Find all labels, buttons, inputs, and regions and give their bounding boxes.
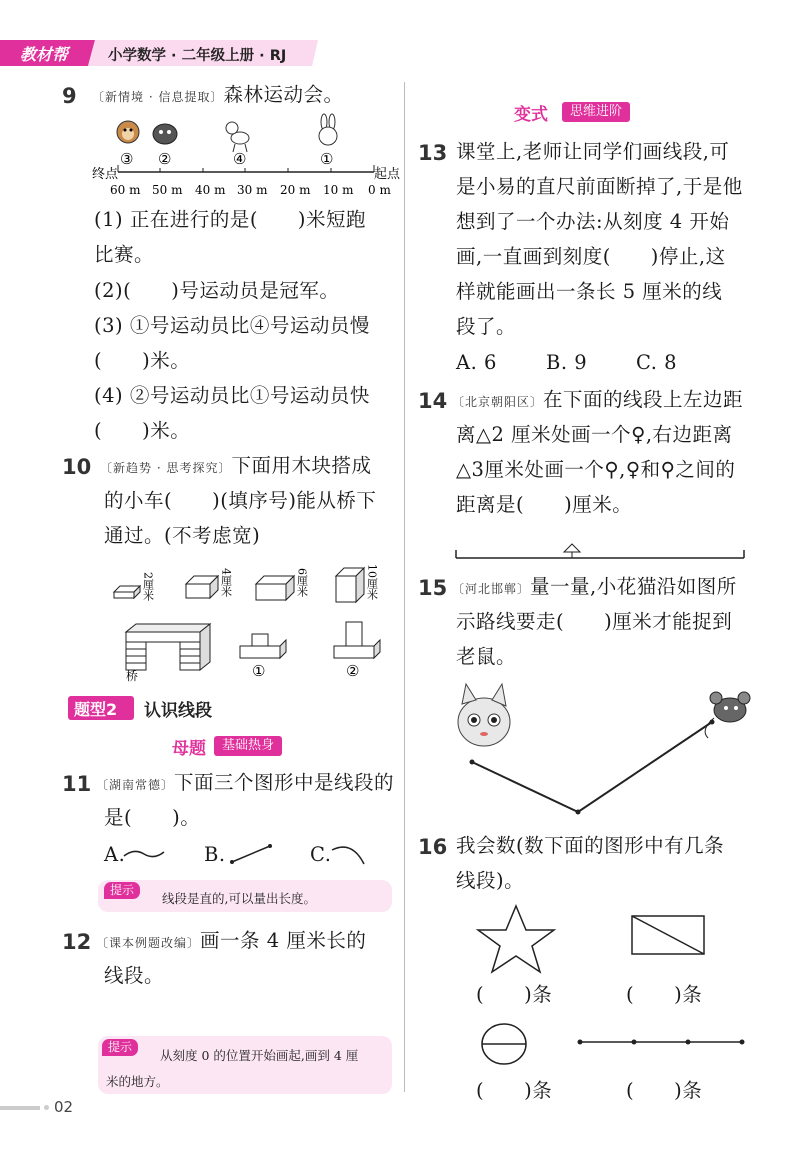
svg-text:6厘米: 6厘米 <box>295 568 309 597</box>
q12-line2: 线段。 <box>104 964 165 987</box>
svg-text:2厘米: 2厘米 <box>141 572 155 601</box>
q10-tag: 〔新趋势 · 思考探究〕 <box>100 461 232 475</box>
monkey-icon <box>117 121 139 143</box>
mother-label: 母题 <box>172 739 206 759</box>
q16-blank-rect: ( )条 <box>626 983 703 1006</box>
q11-header <box>96 768 394 800</box>
q9-sub2: (2)( )号运动员是冠军。 <box>94 279 340 302</box>
segment-line <box>232 846 270 862</box>
q12-header <box>96 926 366 958</box>
q16-blank-segment: ( )条 <box>626 1079 703 1102</box>
block-6cm <box>256 568 309 600</box>
q15-line1: 量一量,小花猫沿如图所 <box>530 575 737 598</box>
q9-header <box>92 80 343 112</box>
bridge-figure <box>126 624 210 682</box>
section-badge-label: 题型2 <box>74 700 118 719</box>
svg-text:4厘米: 4厘米 <box>219 568 233 597</box>
q13-line1: 课堂上,老师让同学们画线段,可 <box>456 140 730 163</box>
brand-label: 教材帮 <box>20 45 69 64</box>
q11-option-c: C. <box>310 843 332 866</box>
mother-sub-label: 基础热身 <box>214 736 282 756</box>
q9-sub4: (4) ②号运动员比①号运动员快 <box>94 384 370 407</box>
footer-dot <box>44 1105 49 1110</box>
variant-sub-label: 思维进阶 <box>562 102 630 122</box>
tick-30: 30 m <box>237 183 268 197</box>
block-4cm <box>186 568 233 598</box>
q15-number: 15 <box>418 576 448 600</box>
q9-sub4-cont: ( )米。 <box>94 419 191 442</box>
star-shape <box>478 906 554 972</box>
page-number: 02 <box>54 1098 74 1116</box>
triangle-marker-icon <box>564 544 580 552</box>
hint-text-2b: 米的地方。 <box>106 1074 169 1089</box>
hint-text-2a: 从刻度 0 的位置开始画起,画到 4 厘 <box>160 1048 359 1063</box>
q11-line1: 下面三个图形中是线段的 <box>174 771 395 794</box>
q10-line3: 通过。(不考虑宽) <box>104 524 261 547</box>
variant-label: 变式 <box>514 105 548 125</box>
q9-sub1-cont: 比赛。 <box>94 243 155 266</box>
tick-60: 60 m <box>110 183 141 197</box>
q10-header <box>100 451 371 483</box>
path-line <box>472 722 712 812</box>
q13-line4: 画,一直画到刻度( )停止,这 <box>456 245 726 268</box>
block-10cm <box>336 564 379 602</box>
q16-blank-circle: ( )条 <box>476 1079 553 1102</box>
hint-text-1: 线段是直的,可以量出长度。 <box>162 891 316 906</box>
header-bar <box>0 0 800 70</box>
book-title: 小学数学 · 二年级上册 · RJ <box>108 48 287 64</box>
section-title: 认识线段 <box>144 701 212 721</box>
svg-text:10厘米: 10厘米 <box>365 564 379 600</box>
q14-number: 14 <box>418 389 448 413</box>
footer-bar <box>0 1106 40 1110</box>
marker-4: ④ <box>233 150 247 168</box>
q9-title: 森林运动会。 <box>223 83 344 106</box>
q11-number: 11 <box>62 772 92 796</box>
q16-blank-star: ( )条 <box>476 983 553 1006</box>
tick-20: 20 m <box>280 183 311 197</box>
q13-number: 13 <box>418 141 448 165</box>
cat-icon <box>458 684 510 746</box>
q14-line4: 距离是( )厘米。 <box>456 493 633 516</box>
q14-header <box>452 385 743 417</box>
hint-label-2: 提示 <box>102 1039 138 1056</box>
q14-line1: 在下面的线段上左边距 <box>543 388 744 411</box>
rabbit-icon <box>319 114 337 145</box>
q14-segment-figure <box>450 534 750 564</box>
tick-40: 40 m <box>195 183 226 197</box>
blocks-figure <box>100 562 400 682</box>
q10-number: 10 <box>62 455 92 479</box>
svg-text:②: ② <box>346 662 360 680</box>
q13-line2: 是小易的直尺前面断掉了,于是他 <box>456 175 743 198</box>
q14-line3: △3厘米处画一个⚲,♀和⚲之间的 <box>456 458 736 481</box>
q16-number: 16 <box>418 835 448 859</box>
tick-10: 10 m <box>323 183 354 197</box>
marker-2: ② <box>158 150 172 168</box>
q12-tag: 〔课本例题改编〕 <box>96 936 201 950</box>
q15-line2: 示路线要走( )厘米才能捉到 <box>456 610 733 633</box>
dog-icon <box>153 124 177 144</box>
q13-line5: 样就能画出一条长 5 厘米的线 <box>456 280 723 303</box>
mouse-icon <box>705 692 750 738</box>
deer-icon <box>226 122 249 152</box>
q16-line1: 我会数(数下面的图形中有几条 <box>456 834 725 857</box>
q12-line1: 画一条 4 厘米长的 <box>200 929 367 952</box>
q9-sub3: (3) ①号运动员比④号运动员慢 <box>94 314 370 337</box>
q13-option-c: C. 8 <box>636 351 678 374</box>
q15-header <box>452 572 737 604</box>
q10-line1: 下面用木块搭成 <box>231 454 372 477</box>
hint-label-1: 提示 <box>104 882 140 899</box>
tick-50: 50 m <box>152 183 183 197</box>
car-option-2 <box>334 622 380 680</box>
q10-line2: 的小车( )(填序号)能从桥下 <box>104 489 377 512</box>
q16-line2: 线段)。 <box>456 869 525 892</box>
q11-option-a: A. <box>104 843 126 866</box>
q15-tag: 〔河北邯郸〕 <box>452 582 531 596</box>
curve-line <box>332 847 364 864</box>
race-track-figure <box>90 112 410 198</box>
q9-tag: 〔新情境 · 信息提取〕 <box>92 90 224 104</box>
marker-1: ① <box>320 150 334 168</box>
q9-sub3-cont: ( )米。 <box>94 349 191 372</box>
column-divider <box>404 82 405 1092</box>
q15-line3: 老鼠。 <box>456 645 517 668</box>
car-option-1 <box>240 634 286 680</box>
q11-option-b: B. <box>204 843 226 866</box>
cat-mouse-path-figure <box>450 680 760 830</box>
svg-text:①: ① <box>252 662 266 680</box>
q13-option-b: B. 9 <box>546 351 588 374</box>
q11-shapes <box>120 840 380 870</box>
finish-label: 终点 <box>92 167 119 182</box>
wavy-line <box>124 851 164 856</box>
q12-number: 12 <box>62 930 92 954</box>
block-2cm <box>114 572 155 602</box>
start-label: 起点 <box>374 167 401 182</box>
q13-line6: 段了。 <box>456 315 517 338</box>
q9-number: 9 <box>62 84 77 108</box>
marker-3: ③ <box>120 150 134 168</box>
q11-line2: 是( )。 <box>104 806 201 829</box>
q14-line2: 离△2 厘米处画一个♀,右边距离 <box>456 423 733 446</box>
q14-tag: 〔北京朝阳区〕 <box>452 395 544 409</box>
q13-line3: 想到了一个办法:从刻度 4 开始 <box>456 210 730 233</box>
svg-text:桥: 桥 <box>126 669 139 682</box>
q13-option-a: A. 6 <box>456 351 497 374</box>
tick-0: 0 m <box>368 183 391 197</box>
q11-tag: 〔湖南常德〕 <box>96 778 175 792</box>
q9-sub1: (1) 正在进行的是( )米短跑 <box>94 208 367 231</box>
